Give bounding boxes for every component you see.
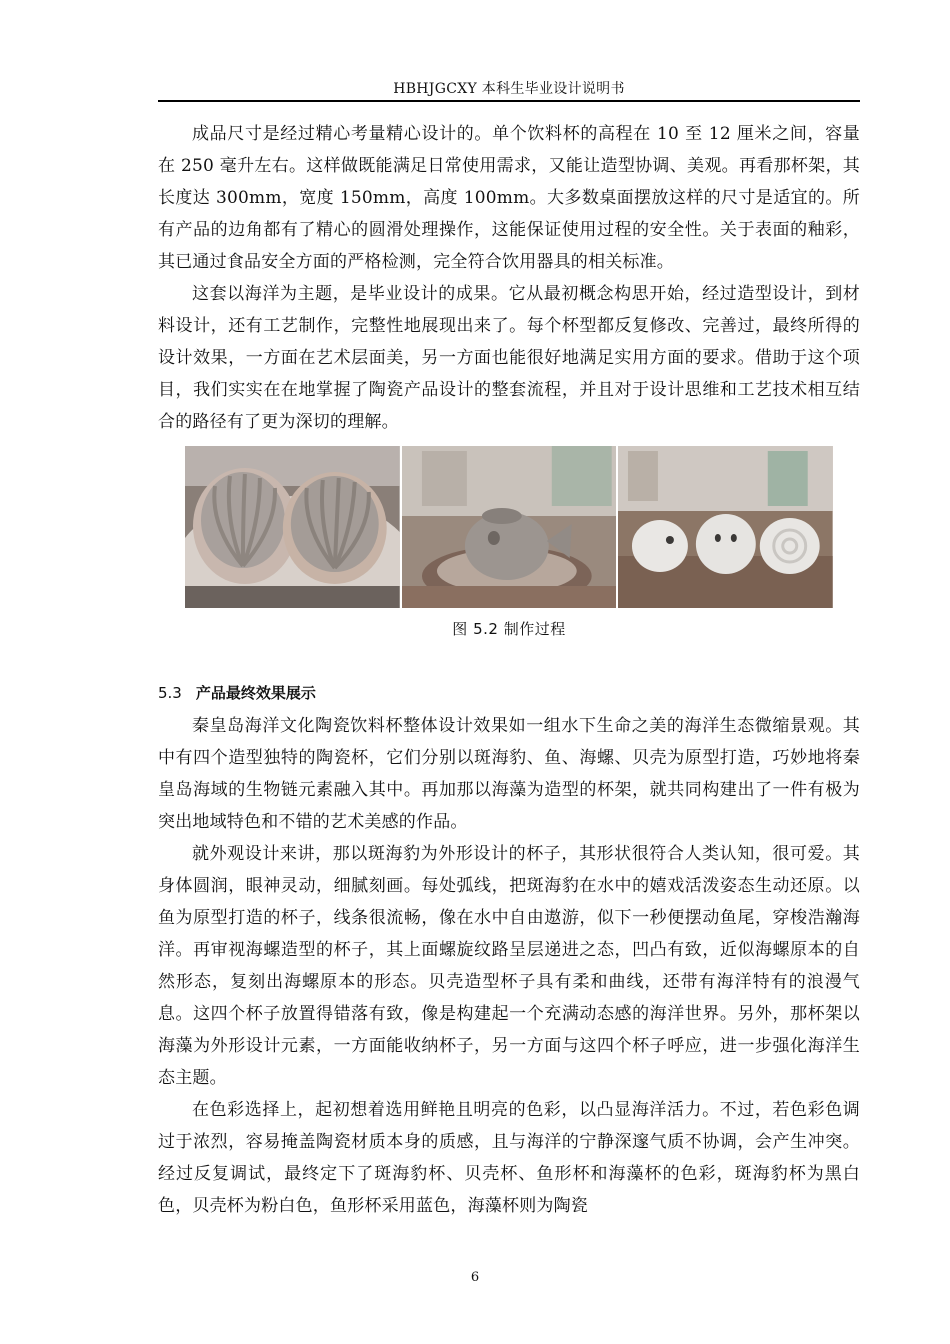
paragraph: 在色彩选择上，起初想着选用鲜艳且明亮的色彩，以凸显海洋活力。不过，若色彩色调过于浓烈，容易掩盖陶瓷材质本身的质感，且与海洋的宁静深邃气质不协调，会产生冲突。经过反复调试，最终定下了斑海豹杯、贝壳杯、鱼形杯和海藻杯的色彩，斑海豹杯为黑白色，贝壳杯为粉白色，鱼形杯采用蓝色，海藻杯则为陶瓷 [158,1100,860,1216]
page-header: HBHJGCXY 本科生毕业设计说明书 [393,81,625,97]
paragraph: 秦皇岛海洋文化陶瓷饮料杯整体设计效果如一组水下生命之美的海洋生态微缩景观。其中有四个造型独特的陶瓷杯，它们分别以斑海豹、鱼、海螺、贝壳为原型打造，巧妙地将秦皇岛海域的生物链元素融入其中。再加那以海藻为造型的杯架，就共同构建出了一件有极为突出地域特色和不错的艺术美感的作品。 [158,716,860,832]
page-body [158,118,860,1222]
section-title: 产品最终效果展示 [195,684,316,702]
finished-cups-photo [618,446,833,608]
paragraph: 成品尺寸是经过精心考量精心设计的。单个饮料杯的高程在 10 至 12 厘米之间，容量在 250 毫升左右。这样做既能满足日常使用需求，又能让造型协调、美观。再看那杯架，其长度达 300mm，宽度 150mm，高度 100mm。大多数桌面摆放这样的尺寸是适宜的。所有产品的边角都有了精心的圆滑处理操作，这能保证使用过程的安全性。关于表面的釉彩，其已通过食品安全方面的严格检测，完全符合饮用器具的相关标准。 [158,124,860,272]
figure-caption: 图 5.2 制作过程 [452,620,566,638]
paragraph: 这套以海洋为主题，是毕业设计的成果。它从最初概念构思开始，经过造型设计，到材料设计，还有工艺制作，完整性地展现出来了。每个杯型都反复修改、完善过，最终所得的设计效果，一方面在艺术层面美，另一方面也能很好地满足实用方面的要求。借助于这个项目，我们实实在在地掌握了陶瓷产品设计的整套流程，并且对于设计思维和工艺技术相互结合的路径有了更为深切的理解。 [158,284,860,432]
header-rule [158,100,860,102]
paragraph: 就外观设计来讲，那以斑海豹为外形设计的杯子，其形状很符合人类认知，很可爱。其身体圆润，眼神灵动，细腻刻画。每处弧线，把斑海豹在水中的嬉戏活泼姿态生动还原。以鱼为原型打造的杯子，线条很流畅，像在水中自由遨游，似下一秒便摆动鱼尾，穿梭浩瀚海洋。再审视海螺造型的杯子，其上面螺旋纹路呈层递进之态，凹凸有致，近似海螺原本的自然形态，复刻出海螺原本的形态。贝壳造型杯子具有柔和曲线，还带有海洋特有的浪漫气息。这四个杯子放置得错落有致，像是构建起一个充满动态感的海洋世界。另外，那杯架以海藻为外形设计元素，一方面能收纳杯子，另一方面与这四个杯子呼应，进一步强化海洋生态主题。 [158,844,860,1088]
shell-clay-photo [185,446,400,608]
section-heading [158,682,860,704]
figure-5-2 [185,446,833,608]
fish-cup-photo [402,446,617,608]
section-number: 5.3 [158,684,182,702]
page-number: 6 [470,1270,480,1285]
